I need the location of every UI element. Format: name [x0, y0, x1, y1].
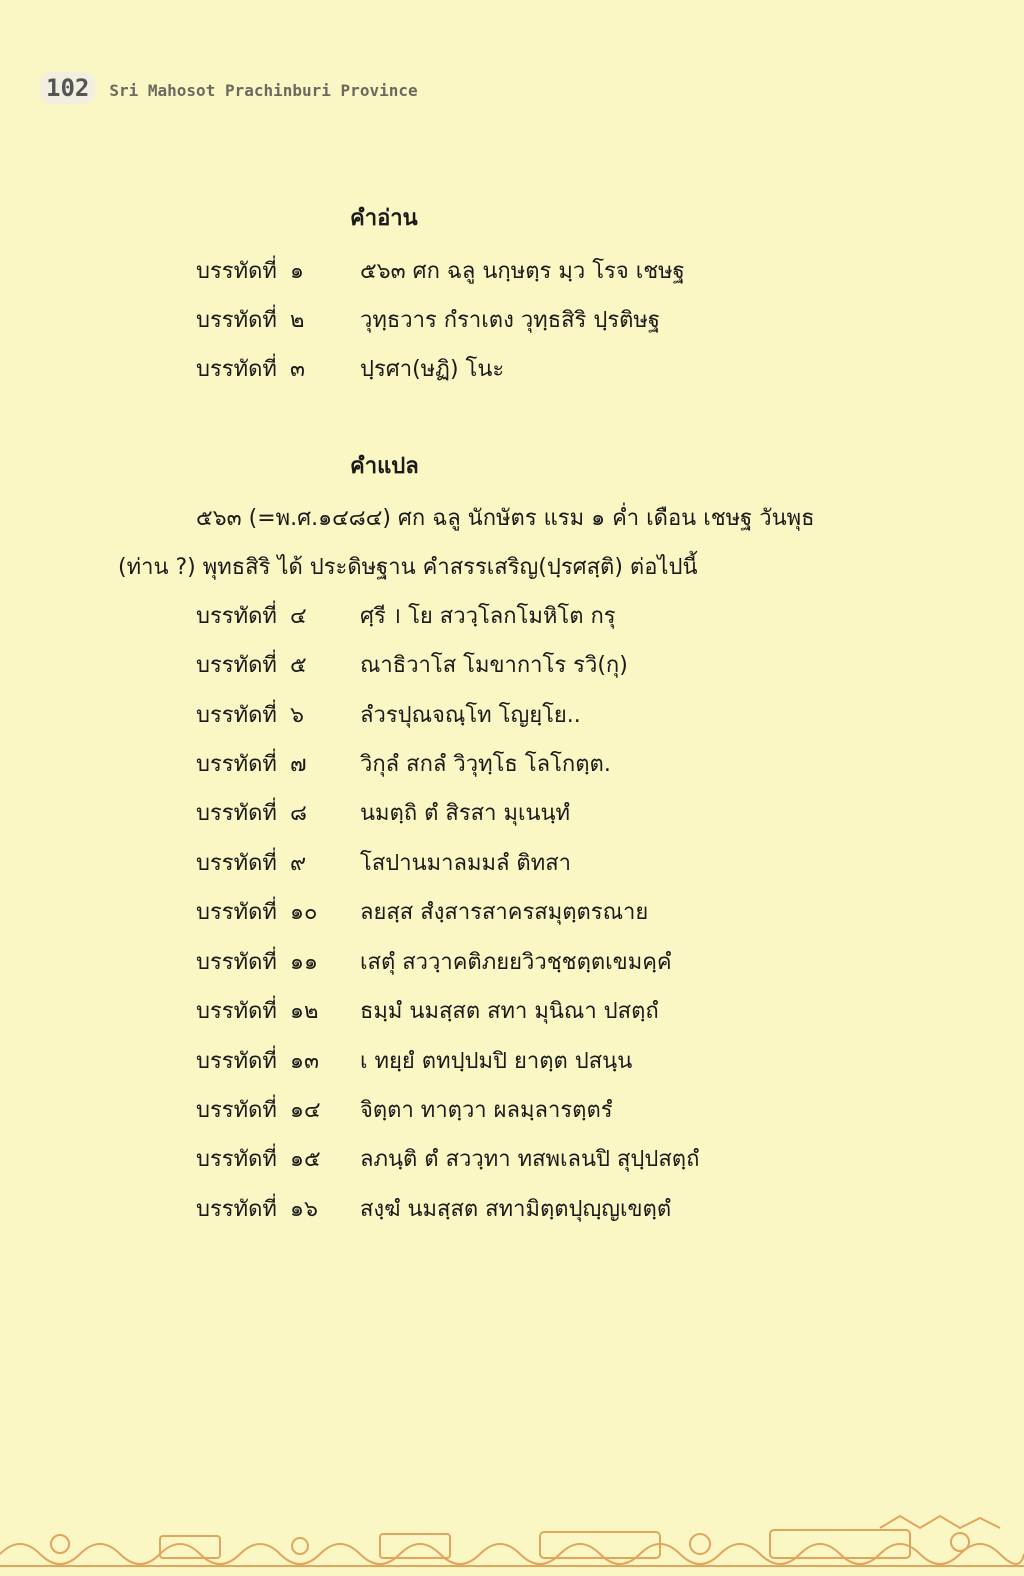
translation-line-11	[196, 944, 672, 979]
line-number: ๓	[290, 357, 306, 382]
line-number: ๑๕	[290, 1147, 321, 1172]
line-label: บรรทัดที่	[196, 851, 277, 876]
line-label: บรรทัดที่	[196, 357, 277, 382]
translation-line-4	[196, 598, 616, 633]
line-number: ๑	[290, 259, 304, 284]
line-label: บรรทัดที่	[196, 604, 277, 629]
translation-line-9	[196, 845, 571, 880]
line-label: บรรทัดที่	[196, 1049, 277, 1074]
line-text: ปฺรศา(ษฏิ) โนะ	[360, 357, 505, 382]
line-label: บรรทัดที่	[196, 900, 277, 925]
line-number: ๒	[290, 308, 305, 333]
line-label: บรรทัดที่	[196, 259, 277, 284]
line-text: นมตฺถิ ตํ สิรสา มุเนนฺทํ	[360, 801, 571, 826]
line-text: เสตุํ สววฺาคติภยยวิวชฺชตฺตเขมคฺคํ	[360, 950, 672, 975]
translation-line-7	[196, 746, 611, 781]
translation-line-8	[196, 795, 570, 830]
ornament-pattern-icon	[0, 1514, 1024, 1576]
line-label: บรรทัดที่	[196, 653, 277, 678]
line-number: ๖	[290, 703, 304, 728]
line-number: ๙	[290, 851, 307, 876]
line-label: บรรทัดที่	[196, 801, 277, 826]
line-number: ๑๒	[290, 999, 319, 1024]
translation-line-12	[196, 993, 659, 1028]
line-number: ๑๐	[290, 900, 318, 925]
line-text: วุทฺธวาร กํราเตง วุทฺธสิริ ปฺรติษฐ	[360, 308, 661, 333]
line-text: ศฺรี । โย สววฺโลกโมหิโต กรุ	[360, 604, 616, 629]
line-label: บรรทัดที่	[196, 1147, 277, 1172]
line-number: ๑๖	[290, 1197, 318, 1222]
translation-line-16	[196, 1191, 671, 1226]
translation-line-5	[196, 647, 628, 682]
line-text: ธมฺมํ นมสฺสต สทา มุนิณา ปสตฺถํ	[360, 999, 659, 1024]
line-number: ๑๓	[290, 1049, 320, 1074]
line-label: บรรทัดที่	[196, 1098, 277, 1123]
line-text: วิกุลํ สกลํ วิวุทฺโธ โลโกตฺต.	[360, 752, 611, 777]
line-number: ๔	[290, 604, 307, 629]
line-number: ๑๑	[290, 950, 318, 975]
translation-title: คำแปล	[350, 454, 419, 479]
translation-paragraph-line-2: (ท่าน ?) พุทธสิริ ได้ ประดิษฐาน คำสรรเสริญ(ปฺรศสฺติ) ต่อไปนี้	[118, 555, 698, 580]
line-text: โสปานมาลมมลํ ติทสา	[360, 851, 571, 876]
line-text: สงฺฆํ นมสฺสต สทามิตฺตปุญฺญเขตฺตํ	[360, 1197, 672, 1222]
line-label: บรรทัดที่	[196, 703, 277, 728]
translation-line-6	[196, 697, 581, 732]
translation-line-13	[196, 1043, 632, 1078]
page-header	[40, 72, 418, 104]
line-number: ๗	[290, 752, 307, 777]
reading-title: คำอ่าน	[350, 206, 418, 231]
line-text: ลยสฺส สํงฺสารสาครสมุตฺตรณาย	[360, 900, 649, 925]
line-text: ลภนฺติ ตํ สววฺทา ทสพเลนปิ สุปฺปสตฺถํ	[360, 1147, 700, 1172]
page-number: 102	[40, 72, 95, 104]
line-number: ๕	[290, 653, 307, 678]
reading-line-3	[196, 351, 504, 386]
line-number: ๘	[290, 801, 307, 826]
line-text: ลํวรปุณจณฺโท โญยฺโย..	[360, 703, 581, 728]
translation-paragraph-line-1: ๕๖๓ (=พ.ศ.๑๔๘๔) ศก ฉลู นักษัตร แรม ๑ ค่ำ เดือน เชษฐ วันพุธ	[196, 506, 815, 531]
translation-line-10	[196, 894, 648, 929]
running-head: Sri Mahosot Prachinburi Province	[109, 81, 418, 100]
translation-line-14	[196, 1092, 613, 1127]
reading-line-1	[196, 253, 685, 288]
line-label: บรรทัดที่	[196, 308, 277, 333]
line-text: จิตฺตา ทาตฺวา ผลมฺลารตฺตรํ	[360, 1098, 613, 1123]
reading-line-2	[196, 302, 660, 337]
line-text: ๕๖๓ ศก ฉลู นกฺษตฺร มฺว โรจ เชษฐ	[360, 259, 685, 284]
line-text: เ ทยฺยํ ตทปฺปมปิ ยาตฺต ปสนฺน	[360, 1049, 633, 1074]
line-label: บรรทัดที่	[196, 752, 277, 777]
line-label: บรรทัดที่	[196, 1197, 277, 1222]
line-text: ณาธิวาโส โมขากาโร รวิ(กุ)	[360, 653, 628, 678]
translation-line-15	[196, 1141, 699, 1176]
line-number: ๑๔	[290, 1098, 321, 1123]
footer-ornament-band	[0, 1514, 1024, 1576]
line-label: บรรทัดที่	[196, 950, 277, 975]
line-label: บรรทัดที่	[196, 999, 277, 1024]
